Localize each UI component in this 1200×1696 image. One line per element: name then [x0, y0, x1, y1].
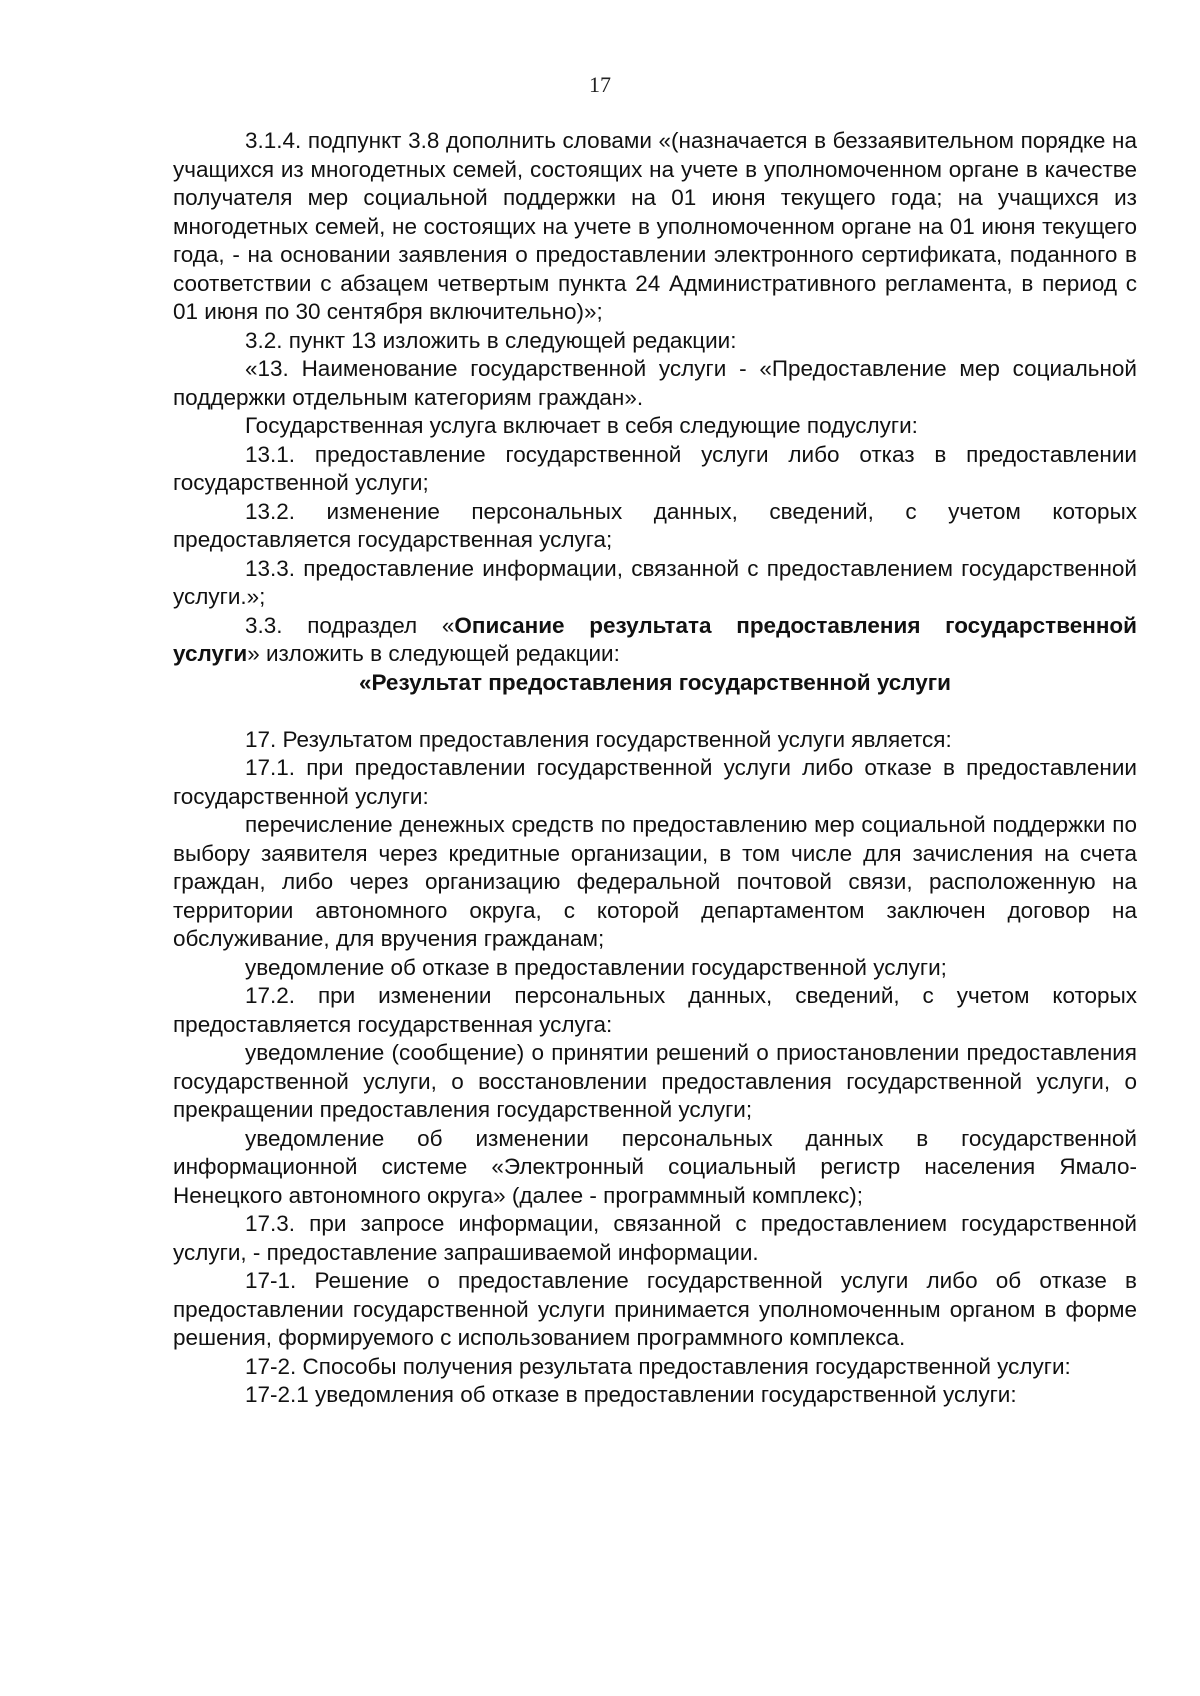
paragraph: 17-2. Способы получения результата предоставления государственной услуги:: [245, 1353, 1071, 1379]
paragraph: 13.2. изменение персональных данных, сведений, с учетом которых предоставляется государственная услуга;: [173, 498, 1137, 552]
paragraph: уведомление об отказе в предоставлении государственной услуги;: [245, 954, 947, 980]
paragraph: Государственная услуга включает в себя следующие подуслуги:: [245, 413, 918, 438]
paragraph-3-3: [173, 612, 1137, 669]
paragraph: 17-1. Решение о предоставление государственной услуги либо об отказе в предоставлении государственной услуги принимается уполномоченным органом в форме решения, формируемого с использованием программного комплекса.: [173, 1268, 1137, 1350]
paragraph: 17. Результатом предоставления государственной услуги является:: [245, 726, 952, 752]
paragraph: 17.3. при запросе информации, связанной с предоставлением государственной услуги, - предоставление запрашиваемой информации.: [173, 1211, 1137, 1265]
document-body: [173, 127, 1137, 1410]
paragraph: 3.2. пункт 13 изложить в следующей редакции:: [245, 327, 737, 353]
paragraph: уведомление об изменении персональных данных в государственной информационной системе «Электронный социальный регистр населения Ямало-Ненецкого автономного округа» (далее - программный комплекс);: [173, 1125, 1137, 1208]
paragraph: «13. Наименование государственной услуги - «Предоставление мер социальной поддержки отдельным категориям граждан».: [173, 356, 1137, 410]
subsection-title-bold: Описание результата предоставления государственной услуги: [173, 612, 1137, 666]
paragraph: 17.1. при предоставлении государственной услуги либо отказе в предоставлении государственной услуги:: [173, 755, 1137, 809]
paragraph: 13.1. предоставление государственной услуги либо отказ в предоставлении государственной услуги;: [173, 441, 1137, 495]
section-heading: [173, 669, 1137, 698]
paragraph: 17-2.1 уведомления об отказе в предоставлении государственной услуги:: [245, 1382, 1017, 1407]
paragraph: 17.2. при изменении персональных данных, сведений, с учетом которых предоставляется государственная услуга:: [173, 983, 1137, 1037]
paragraph: уведомление (сообщение) о принятии решений о приостановлении предоставления государственной услуги, о восстановлении предоставления государственной услуги, о прекращении предоставления государственной услуги;: [173, 1040, 1137, 1122]
paragraph: перечисление денежных средств по предоставлению мер социальной поддержки по выбору заявителя через кредитные организации, в том числе для зачисления на счета граждан, либо через организацию федеральной почтовой связи, расположенную на территории автономного округа, с которой департаментом заключен договор на обслуживание, для вручения гражданам;: [173, 812, 1137, 951]
paragraph-3-3-prefix: 3.3. подраздел «: [245, 612, 455, 638]
section-heading-quote: «: [358, 669, 372, 695]
section-heading-text: Результат предоставления государственной услуги: [371, 669, 952, 695]
paragraph: 3.1.4. подпункт 3.8 дополнить словами «(назначается в беззаявительном порядке на учащихся из многодетных семей, состоящих на учете в уполномоченном органе в качестве получателя мер социальной поддержки на 01 июня текущего года; на учащихся из многодетных семей, не состоящих на учете в уполномоченном органе на 01 июня текущего года, - на основании заявления о предоставлении электронного сертификата, поданного в соответствии с абзацем четвертым пункта 24 Административного регламента, в период с 01 июня по 30 сентября включительно)»;: [173, 128, 1137, 324]
page-number: 17: [589, 72, 611, 97]
paragraph: 13.3. предоставление информации, связанной с предоставлением государственной услуги.»;: [173, 555, 1137, 609]
paragraph-3-3-suffix: » изложить в следующей редакции:: [247, 641, 620, 666]
